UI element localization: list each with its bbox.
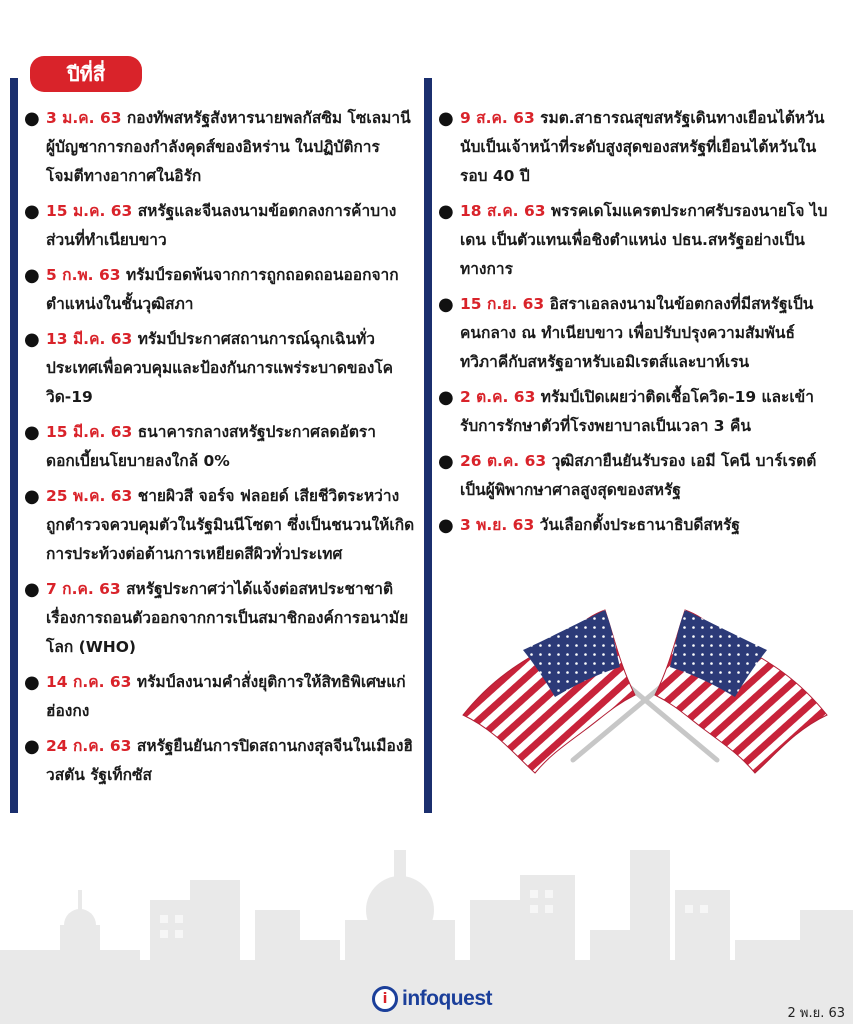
timeline-item bbox=[436, 383, 831, 441]
item-text: สหรัฐยืนยันการปิดสถานกงสุลจีนในเมืองฮิวสตัน รัฐเท็กซัส bbox=[46, 737, 413, 784]
item-text: ธนาคารกลางสหรัฐประกาศลดอัตราดอกเบี้ยนโยบายลงใกล้ 0% bbox=[46, 423, 376, 470]
item-date: 24 ก.ค. 63 bbox=[46, 737, 132, 755]
left-column-bar bbox=[10, 78, 18, 813]
infoquest-logo bbox=[372, 986, 492, 1012]
item-text: กองทัพสหรัฐสังหารนายพลกัสซิม โซเลมานี ผู้บัญชาการกองกำลังคุดส์ของอิหร่าน ในปฏิบัติการโจมตีทางอากาศในอิรัก bbox=[46, 109, 411, 185]
bullet-icon: ● bbox=[438, 294, 454, 315]
bullet-icon: ● bbox=[24, 108, 40, 129]
item-text: วุฒิสภายืนยันรับรอง เอมี โคนี บาร์เรตต์ เป็นผู้พิพากษาศาลสูงสุดของสหรัฐ bbox=[460, 452, 817, 499]
item-text: อิสราเอลลงนามในข้อตกลงที่มีสหรัฐเป็นคนกลาง ณ ทำเนียบขาว เพื่อปรับปรุงความสัมพันธ์ทวิภาคีกับสหรัฐอาหรับเอมิเรตส์และบาห์เรน bbox=[460, 295, 814, 371]
item-text: ทรัมป์รอดพ้นจากการถูกถอดถอนออกจากตำแหน่งในชั้นวุฒิสภา bbox=[46, 266, 399, 313]
bullet-icon: ● bbox=[24, 201, 40, 222]
bullet-icon: ● bbox=[24, 265, 40, 286]
item-text: ทรัมป์เปิดเผยว่าติดเชื้อโควิด-19 และเข้ารับการรักษาตัวที่โรงพยาบาลเป็นเวลา 3 คืน bbox=[460, 388, 814, 435]
bullet-icon: ● bbox=[24, 329, 40, 350]
item-date: 2 ต.ค. 63 bbox=[460, 388, 536, 406]
timeline-item bbox=[22, 104, 417, 191]
item-text: รมต.สาธารณสุขสหรัฐเดินทางเยือนไต้หวัน นับเป็นเจ้าหน้าที่ระดับสูงสุดของสหรัฐที่เยือนไต้หวันในรอบ 40 ปี bbox=[460, 109, 825, 185]
item-date: 9 ส.ค. 63 bbox=[460, 109, 535, 127]
item-date: 13 มี.ค. 63 bbox=[46, 330, 133, 348]
year-badge-label: ปีที่สี่ bbox=[66, 62, 106, 86]
timeline-item bbox=[436, 290, 831, 377]
item-text: วันเลือกตั้งประธานาธิบดีสหรัฐ bbox=[539, 516, 740, 534]
bullet-icon: ● bbox=[24, 579, 40, 600]
brand-name: infoquest bbox=[402, 987, 492, 1010]
item-date: 5 ก.พ. 63 bbox=[46, 266, 121, 284]
item-text: สหรัฐและจีนลงนามข้อตกลงการค้าบางส่วนที่ทำเนียบขาว bbox=[46, 202, 397, 249]
publish-date: 2 พ.ย. 63 bbox=[787, 1006, 845, 1021]
item-text: ชายผิวสี จอร์จ ฟลอยด์ เสียชีวิตระหว่างถูกตำรวจควบคุมตัวในรัฐมินนีโซตา ซึ่งเป็นชนวนให้เกิดการประท้วงต่อต้านการเหยียดสีผิวทั่วประเทศ bbox=[46, 487, 415, 563]
item-text: ทรัมป์ประกาศสถานการณ์ฉุกเฉินทั่วประเทศเพื่อควบคุมและป้องกันการแพร่ระบาดของโควิด-19 bbox=[46, 330, 394, 406]
timeline-item bbox=[22, 325, 417, 412]
item-date: 25 พ.ค. 63 bbox=[46, 487, 133, 505]
item-date: 7 ก.ค. 63 bbox=[46, 580, 121, 598]
right-column-bar bbox=[424, 78, 432, 813]
bullet-icon: ● bbox=[438, 515, 454, 536]
bullet-icon: ● bbox=[24, 672, 40, 693]
timeline-item bbox=[22, 732, 417, 790]
item-date: 14 ก.ค. 63 bbox=[46, 673, 132, 691]
timeline-item bbox=[22, 482, 417, 569]
timeline-item bbox=[22, 668, 417, 726]
right-timeline bbox=[436, 104, 831, 546]
timeline-item bbox=[22, 261, 417, 319]
bullet-icon: ● bbox=[438, 387, 454, 408]
info-icon: i bbox=[372, 986, 398, 1012]
timeline-item bbox=[436, 104, 831, 191]
timeline-item bbox=[22, 197, 417, 255]
item-date: 3 ม.ค. 63 bbox=[46, 109, 122, 127]
item-text: สหรัฐประกาศว่าได้แจ้งต่อสหประชาชาติเรื่องการถอนตัวออกจากการเป็นสมาชิกองค์การอนามัยโลก (WHO) bbox=[46, 580, 409, 656]
item-text: พรรคเดโมแครตประกาศรับรองนายโจ ไบเดน เป็นตัวแทนเพื่อชิงตำแหน่ง ปธน.สหรัฐอย่างเป็นทางการ bbox=[460, 202, 828, 278]
bullet-icon: ● bbox=[24, 736, 40, 757]
left-timeline bbox=[22, 104, 417, 796]
timeline-item bbox=[22, 575, 417, 662]
bullet-icon: ● bbox=[24, 486, 40, 507]
item-date: 15 ม.ค. 63 bbox=[46, 202, 133, 220]
bullet-icon: ● bbox=[438, 451, 454, 472]
bullet-icon: ● bbox=[438, 201, 454, 222]
timeline-item bbox=[22, 418, 417, 476]
timeline-item bbox=[436, 197, 831, 284]
item-date: 15 ก.ย. 63 bbox=[460, 295, 545, 313]
item-text: ทรัมป์ลงนามคำสั่งยุติการให้สิทธิพิเศษแก่ฮ่องกง bbox=[46, 673, 406, 720]
item-date: 26 ต.ค. 63 bbox=[460, 452, 547, 470]
timeline-item bbox=[436, 511, 831, 540]
item-date: 18 ส.ค. 63 bbox=[460, 202, 546, 220]
item-date: 15 มี.ค. 63 bbox=[46, 423, 133, 441]
bullet-icon: ● bbox=[438, 108, 454, 129]
item-date: 3 พ.ย. 63 bbox=[460, 516, 535, 534]
crossed-us-flags-icon bbox=[455, 605, 835, 780]
bullet-icon: ● bbox=[24, 422, 40, 443]
timeline-item bbox=[436, 447, 831, 505]
year-badge bbox=[30, 56, 142, 92]
